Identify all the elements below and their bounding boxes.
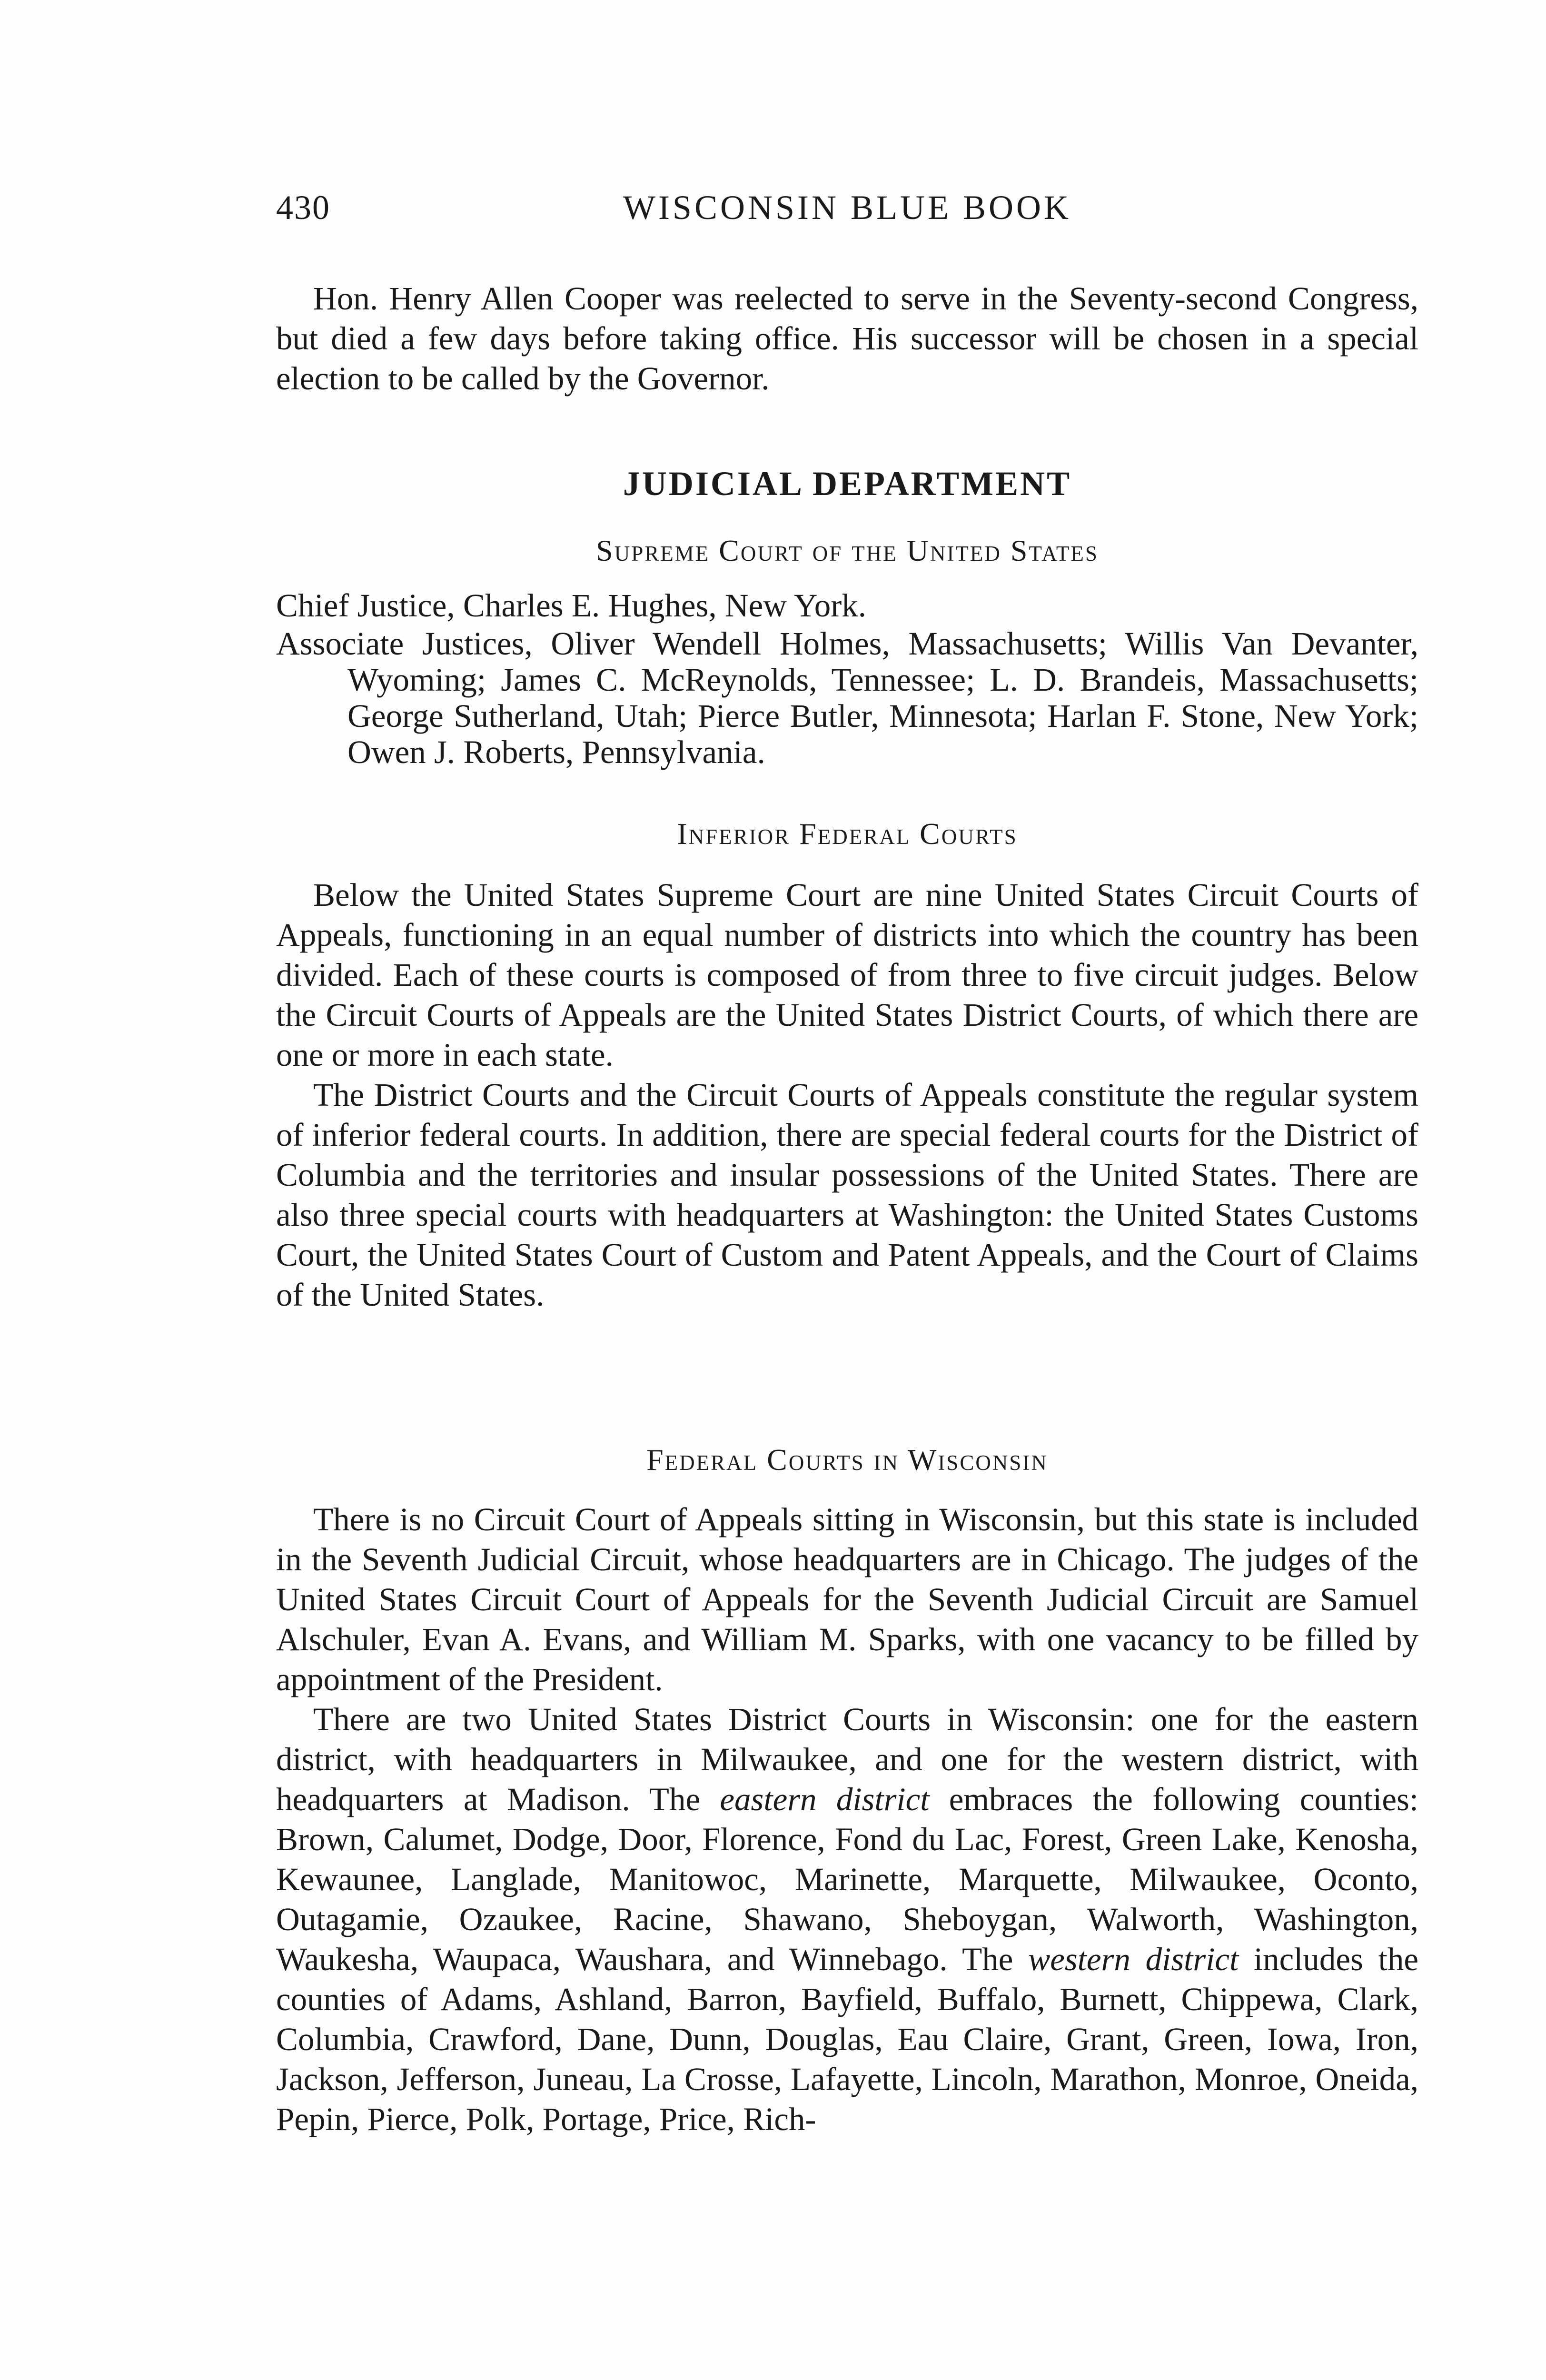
subheading-supreme-court: Supreme Court of the United States <box>596 534 1099 567</box>
running-head: WISCONSIN BLUE BOOK <box>623 188 1071 227</box>
inferior-courts-block <box>276 816 1418 852</box>
eastern-district-term: eastern district <box>720 1781 930 1817</box>
wisconsin-courts-block <box>276 1442 1418 1478</box>
subheading-wisconsin-courts: Federal Courts in Wisconsin <box>646 1443 1048 1477</box>
page-number: 430 <box>276 188 330 227</box>
district-text-part-2: embraces the following counties: Brown, Calumet, Dodge, Door, Florence, Fond du Lac, Forest, Green Lake, Kenosha, Kewaunee, Langlade, Manitowoc, Marinette, Marquette, Milwaukee, Oconto, Outagamie, Ozaukee, Racine, Shawano, Sheboygan, Walworth, Washington, Waukesha, Waupaca, Waushara, and Winnebago. The <box>276 1781 1418 1977</box>
page-header <box>276 188 1418 231</box>
supreme-court-block <box>276 533 1418 568</box>
western-district-term: western district <box>1028 1941 1239 1977</box>
inferior-courts-paragraph-1: Below the United States Supreme Court are nine United States Circuit Courts of Appeals, functioning in an equal number of districts into which the country has been divided. Each of these courts is composed of from three to five circuit judges. Below the Circuit Courts of Appeals are the United States District Courts, of which there are one or more in each state. <box>276 877 1418 1073</box>
subheading-inferior-courts: Inferior Federal Courts <box>677 817 1018 851</box>
district-text-part-1: There are two United States District Courts in Wisconsin: one for the eastern district, with headquarters in Milwaukee, and one for the western district, with headquarters at Madison. The <box>276 1701 1418 1817</box>
intro-section <box>276 278 1418 398</box>
inferior-courts-paragraph-2: The District Courts and the Circuit Courts of Appeals constitute the regular system of inferior federal courts. In addition, there are special federal courts for the District of Columbia and the territories and insular possessions of the United States. There are also three special courts with headquarters at Washington: the United States Customs Court, the United States Court of Custom and Patent Appeals, and the Court of Claims of the United States. <box>276 1077 1418 1313</box>
intro-paragraph: Hon. Henry Allen Cooper was reelected to serve in the Seventy-second Congress, but died a few days before taking office. His successor will be chosen in a special election to be called by the Governor. <box>276 280 1418 397</box>
wisconsin-courts-text <box>276 1499 1418 2139</box>
section-heading-judicial: JUDICIAL DEPARTMENT <box>623 465 1072 503</box>
wisconsin-courts-paragraph-2 <box>276 1699 1418 2139</box>
judicial-heading-block <box>276 464 1418 504</box>
justices-list <box>276 585 1418 770</box>
inferior-courts-text <box>276 875 1418 1315</box>
wisconsin-courts-paragraph-1: There is no Circuit Court of Appeals sitting in Wisconsin, but this state is included in the Seventh Judicial Circuit, whose headquarters are in Chicago. The judges of the United States Circuit Court of Appeals for the Seventh Judicial Circuit are Samuel Alschuler, Evan A. Evans, and William M. Sparks, with one vacancy to be filled by appointment of the President. <box>276 1501 1418 1697</box>
associate-justices-entry: Associate Justices, Oliver Wendell Holmes, Massachusetts; Willis Van Devanter, Wyoming; James C. McReynolds, Tennessee; L. D. Brandeis, Massachusetts; George Sutherland, Utah; Pierce Butler, Minnesota; Harlan F. Stone, New York; Owen J. Roberts, Pennsylvania. <box>276 625 1418 770</box>
chief-justice-entry: Chief Justice, Charles E. Hughes, New York. <box>276 587 866 624</box>
district-text-part-3: includes the counties of Adams, Ashland, Barron, Bayfield, Buffalo, Burnett, Chippewa, Clark, Columbia, Crawford, Dane, Dunn, Douglas, Eau Claire, Grant, Green, Iowa, Iron, Jackson, Jefferson, Juneau, La Crosse, Lafayette, Lincoln, Marathon, Monroe, Oneida, Pepin, Pierce, Polk, Portage, Price, Rich- <box>276 1941 1418 2137</box>
